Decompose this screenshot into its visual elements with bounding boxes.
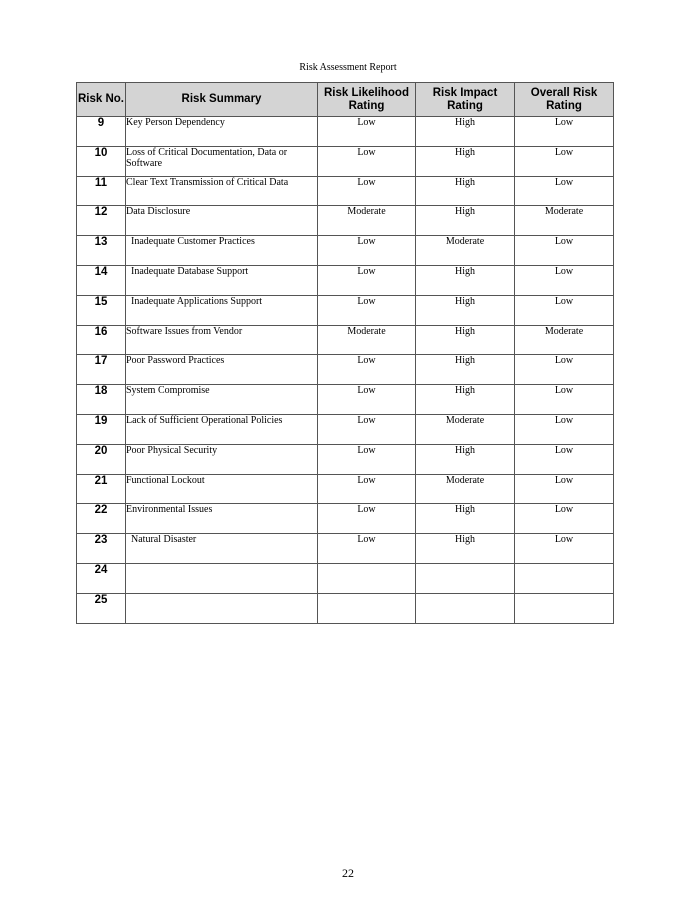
risk-summary: Inadequate Customer Practices xyxy=(126,236,318,266)
overall-rating: Low xyxy=(515,176,614,206)
risk-summary: Poor Password Practices xyxy=(126,355,318,385)
likelihood-rating: Low xyxy=(318,355,416,385)
page-header-title: Risk Assessment Report xyxy=(299,62,397,73)
likelihood-rating: Low xyxy=(318,385,416,415)
impact-rating: High xyxy=(416,206,515,236)
table-row xyxy=(77,265,614,295)
overall-rating: Moderate xyxy=(515,325,614,355)
impact-rating: High xyxy=(416,504,515,534)
impact-rating: High xyxy=(416,444,515,474)
risk-number: 12 xyxy=(77,206,126,236)
overall-rating: Low xyxy=(515,355,614,385)
risk-summary: Software Issues from Vendor xyxy=(126,325,318,355)
risk-number: 17 xyxy=(77,355,126,385)
risk-summary: Lack of Sufficient Operational Policies xyxy=(126,414,318,444)
overall-rating: Low xyxy=(515,385,614,415)
risk-number: 9 xyxy=(77,117,126,147)
overall-rating xyxy=(515,563,614,593)
impact-rating xyxy=(416,563,515,593)
likelihood-rating: Moderate xyxy=(318,206,416,236)
table-row xyxy=(77,563,614,593)
likelihood-rating: Low xyxy=(318,444,416,474)
table-row xyxy=(77,295,614,325)
likelihood-rating: Low xyxy=(318,176,416,206)
overall-rating: Low xyxy=(515,474,614,504)
risk-number: 10 xyxy=(77,146,126,176)
risk-summary xyxy=(126,563,318,593)
table-row xyxy=(77,534,614,564)
overall-rating: Low xyxy=(515,265,614,295)
table-row xyxy=(77,593,614,623)
table-row xyxy=(77,146,614,176)
page-number: 22 xyxy=(342,866,354,880)
risk-summary: Functional Lockout xyxy=(126,474,318,504)
risk-summary: Key Person Dependency xyxy=(126,117,318,147)
risk-summary: Data Disclosure xyxy=(126,206,318,236)
impact-rating: High xyxy=(416,117,515,147)
risk-summary: Loss of Critical Documentation, Data or Software xyxy=(126,146,318,176)
impact-rating xyxy=(416,593,515,623)
likelihood-rating: Low xyxy=(318,414,416,444)
risk-number: 23 xyxy=(77,534,126,564)
overall-rating: Low xyxy=(515,504,614,534)
risk-summary: Natural Disaster xyxy=(126,534,318,564)
impact-rating: Moderate xyxy=(416,474,515,504)
overall-rating xyxy=(515,593,614,623)
risk-number: 25 xyxy=(77,593,126,623)
overall-rating: Low xyxy=(515,295,614,325)
likelihood-rating xyxy=(318,563,416,593)
likelihood-rating: Low xyxy=(318,146,416,176)
risk-number: 22 xyxy=(77,504,126,534)
table-row xyxy=(77,504,614,534)
column-header-risk-summary: Risk Summary xyxy=(126,83,318,117)
column-header-impact: Risk Impact Rating xyxy=(416,83,515,117)
table-row xyxy=(77,325,614,355)
risk-summary: System Compromise xyxy=(126,385,318,415)
overall-rating: Low xyxy=(515,146,614,176)
risk-number: 16 xyxy=(77,325,126,355)
impact-rating: High xyxy=(416,265,515,295)
risk-summary: Poor Physical Security xyxy=(126,444,318,474)
risk-summary: Clear Text Transmission of Critical Data xyxy=(126,176,318,206)
table-header-row xyxy=(77,83,614,117)
overall-rating: Moderate xyxy=(515,206,614,236)
table-row xyxy=(77,474,614,504)
likelihood-rating: Moderate xyxy=(318,325,416,355)
table-row xyxy=(77,206,614,236)
table-row xyxy=(77,355,614,385)
risk-summary: Inadequate Database Support xyxy=(126,265,318,295)
likelihood-rating: Low xyxy=(318,534,416,564)
risk-number: 11 xyxy=(77,176,126,206)
risk-number: 13 xyxy=(77,236,126,266)
likelihood-rating: Low xyxy=(318,474,416,504)
risk-assessment-table xyxy=(76,82,614,624)
impact-rating: High xyxy=(416,146,515,176)
overall-rating: Low xyxy=(515,117,614,147)
risk-number: 24 xyxy=(77,563,126,593)
risk-number: 14 xyxy=(77,265,126,295)
impact-rating: High xyxy=(416,295,515,325)
overall-rating: Low xyxy=(515,414,614,444)
risk-number: 18 xyxy=(77,385,126,415)
risk-summary xyxy=(126,593,318,623)
likelihood-rating: Low xyxy=(318,265,416,295)
impact-rating: High xyxy=(416,355,515,385)
impact-rating: High xyxy=(416,534,515,564)
column-header-risk-no: Risk No. xyxy=(77,83,126,117)
likelihood-rating: Low xyxy=(318,117,416,147)
column-header-likelihood: Risk Likelihood Rating xyxy=(318,83,416,117)
table-row xyxy=(77,176,614,206)
likelihood-rating: Low xyxy=(318,504,416,534)
risk-number: 21 xyxy=(77,474,126,504)
table-row xyxy=(77,117,614,147)
table-row xyxy=(77,385,614,415)
table-row xyxy=(77,236,614,266)
table-row xyxy=(77,444,614,474)
impact-rating: Moderate xyxy=(416,236,515,266)
risk-number: 20 xyxy=(77,444,126,474)
likelihood-rating: Low xyxy=(318,236,416,266)
overall-rating: Low xyxy=(515,236,614,266)
impact-rating: High xyxy=(416,385,515,415)
likelihood-rating: Low xyxy=(318,295,416,325)
overall-rating: Low xyxy=(515,534,614,564)
risk-number: 15 xyxy=(77,295,126,325)
overall-rating: Low xyxy=(515,444,614,474)
likelihood-rating xyxy=(318,593,416,623)
impact-rating: High xyxy=(416,176,515,206)
risk-number: 19 xyxy=(77,414,126,444)
impact-rating: Moderate xyxy=(416,414,515,444)
risk-summary: Inadequate Applications Support xyxy=(126,295,318,325)
table-row xyxy=(77,414,614,444)
impact-rating: High xyxy=(416,325,515,355)
risk-summary: Environmental Issues xyxy=(126,504,318,534)
column-header-overall: Overall Risk Rating xyxy=(515,83,614,117)
